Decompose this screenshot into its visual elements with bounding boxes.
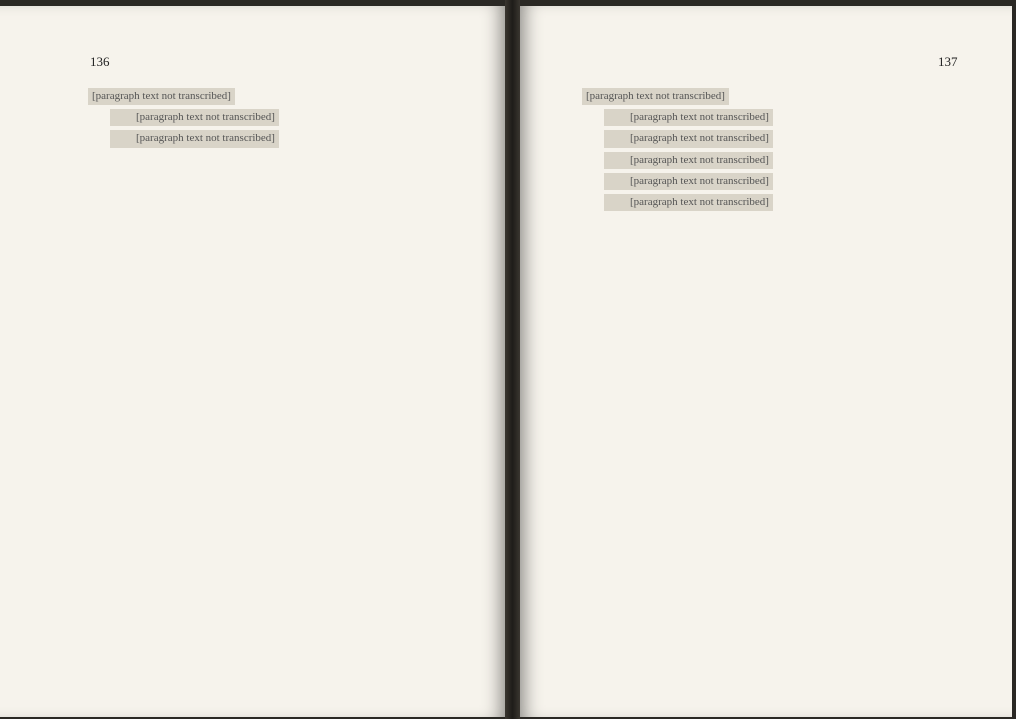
left-page-body: [88, 86, 463, 150]
paragraph: [582, 86, 962, 107]
paragraph: [582, 150, 962, 171]
paragraph: [582, 128, 962, 149]
paragraph-stub: [paragraph text not transcribed]: [110, 130, 279, 147]
paragraph-stub: [paragraph text not transcribed]: [604, 173, 773, 190]
left-page: [0, 6, 505, 717]
right-page-body: [582, 86, 962, 213]
paragraph: [88, 86, 463, 107]
paragraph-stub: [paragraph text not transcribed]: [604, 130, 773, 147]
paragraph-stub: [paragraph text not transcribed]: [604, 109, 773, 126]
paragraph-stub: [paragraph text not transcribed]: [604, 152, 773, 169]
paragraph: [582, 192, 962, 213]
right-page: [520, 6, 1012, 717]
page-number: 136: [90, 54, 110, 69]
paragraph: [88, 107, 463, 128]
paragraph-stub: [paragraph text not transcribed]: [88, 88, 235, 105]
book-gutter: [505, 0, 520, 719]
page-number: 137: [938, 54, 958, 69]
paragraph-stub: [paragraph text not transcribed]: [604, 194, 773, 211]
paragraph: [582, 107, 962, 128]
paragraph: [88, 128, 463, 149]
paragraph: [582, 171, 962, 192]
paragraph-stub: [paragraph text not transcribed]: [110, 109, 279, 126]
paragraph-stub: [paragraph text not transcribed]: [582, 88, 729, 105]
